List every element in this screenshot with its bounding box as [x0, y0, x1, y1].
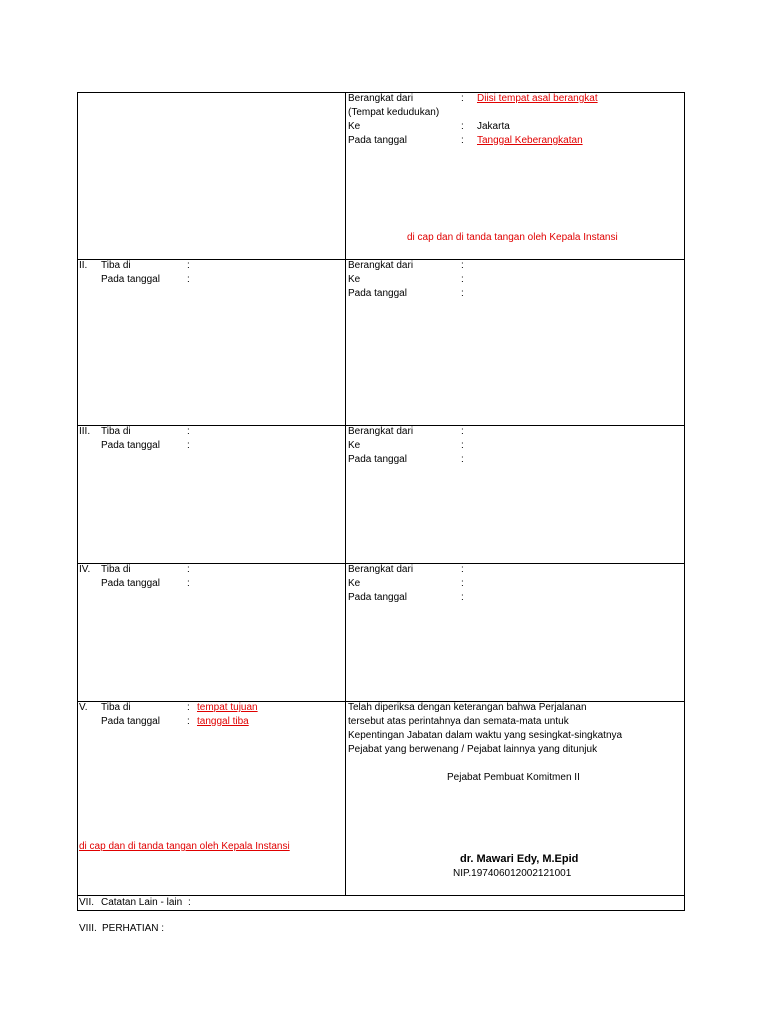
tanggal-label: Pada tanggal — [101, 274, 160, 285]
colon: : — [461, 135, 464, 146]
colon: : — [187, 578, 190, 589]
verification-line-1: Telah diperiksa dengan keterangan bahwa Perjalanan — [348, 702, 587, 713]
colon: : — [461, 288, 464, 299]
colon: : — [187, 274, 190, 285]
colon: : — [187, 716, 190, 727]
tiba-label: Tiba di — [101, 564, 131, 575]
colon: : — [461, 578, 464, 589]
colon: : — [461, 592, 464, 603]
colon: : — [461, 260, 464, 271]
colon: : — [187, 702, 190, 713]
section-number: VIII. — [79, 923, 97, 934]
ke-label: Ke — [348, 578, 361, 589]
colon: : — [188, 897, 191, 908]
ke-label: Ke — [348, 440, 361, 451]
colon: : — [461, 440, 464, 451]
berangkat-value: Diisi tempat asal berangkat — [477, 93, 598, 104]
row-separator-5 — [77, 895, 685, 896]
tanggal-label-right: Pada tanggal — [348, 288, 407, 299]
berangkat-label: Berangkat dari — [348, 564, 414, 575]
ke-label: Ke — [348, 274, 361, 285]
tiba-value: tempat tujuan — [197, 702, 258, 713]
tanggal-label: Pada tanggal — [101, 578, 160, 589]
section-number: II. — [79, 260, 88, 271]
colon: : — [187, 260, 190, 271]
tanggal-label-right: Pada tanggal — [348, 592, 407, 603]
berangkat-label: Berangkat dari — [348, 260, 414, 271]
verification-line-2: tersebut atas perintahnya dan semata-mata untuk — [348, 716, 569, 727]
tanggal-label-right: Pada tanggal — [348, 454, 407, 465]
colon: : — [461, 454, 464, 465]
colon: : — [461, 93, 464, 104]
official-title: Pejabat Pembuat Komitmen II — [447, 772, 580, 783]
stamp-note: di cap dan di tanda tangan oleh Kepala Instansi — [407, 232, 618, 243]
verification-line-4: Pejabat yang berwenang / Pejabat lainnya yang ditunjuk — [348, 744, 598, 755]
section-number: V. — [79, 702, 88, 713]
tanggal-label: Pada tanggal — [101, 440, 160, 451]
section-number: VII. — [79, 897, 95, 908]
colon: : — [187, 440, 190, 451]
tanggal-value: Tanggal Keberangkatan — [477, 135, 583, 146]
section-number: III. — [79, 426, 91, 437]
column-divider — [345, 92, 346, 896]
section-number: IV. — [79, 564, 91, 575]
tiba-label: Tiba di — [101, 426, 131, 437]
official-nip: NIP.197406012002121001 — [453, 868, 572, 879]
berangkat-label: Berangkat dari — [348, 426, 414, 437]
colon: : — [187, 564, 190, 575]
ke-value: Jakarta — [477, 121, 510, 132]
kedudukan-label: (Tempat kedudukan) — [348, 107, 440, 118]
catatan-label: Catatan Lain - lain — [101, 897, 183, 908]
colon: : — [461, 274, 464, 285]
stamp-note: di cap dan di tanda tangan oleh Kepala Instansi — [79, 841, 290, 852]
tanggal-label: Pada tanggal — [348, 135, 407, 146]
verification-line-3: Kepentingan Jabatan dalam waktu yang sesingkat-singkatnya — [348, 730, 623, 741]
official-name: dr. Mawari Edy, M.Epid — [460, 853, 579, 865]
tanggal-value: tanggal tiba — [197, 716, 249, 727]
perhatian-label: PERHATIAN : — [102, 923, 165, 934]
ke-label: Ke — [348, 121, 361, 132]
colon: : — [187, 426, 190, 437]
colon: : — [461, 121, 464, 132]
colon: : — [461, 564, 464, 575]
tanggal-label: Pada tanggal — [101, 716, 160, 727]
tiba-label: Tiba di — [101, 260, 131, 271]
tiba-label: Tiba di — [101, 702, 131, 713]
colon: : — [461, 426, 464, 437]
berangkat-label: Berangkat dari — [348, 93, 414, 104]
form-table-frame — [77, 92, 685, 911]
